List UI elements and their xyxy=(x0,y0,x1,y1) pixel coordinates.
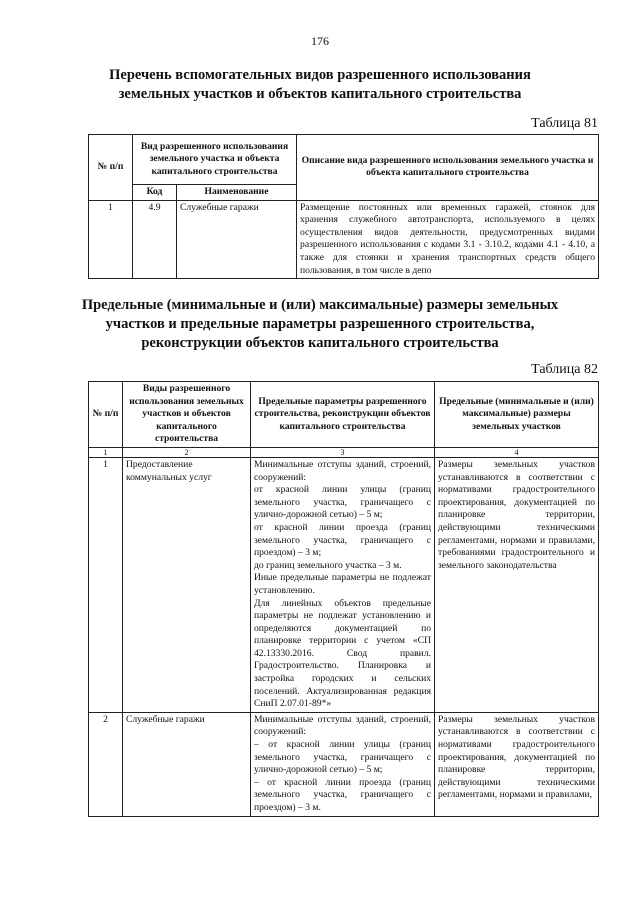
t81-header-name: Наименование xyxy=(177,185,297,201)
t82-colnum-4: 4 xyxy=(435,447,599,457)
t82-row1-params: Минимальные отступы зданий, строений, сооружений: от красной линии улицы (границ земельного участка, граничащего с улично-дорожной сетью) – 5 м; от красной линии проезда (границ земельного участка, граничащего с проездом) – 3 м; до границ земельного участка – 3 м. Иные предельные параметры не подлежат установлению. Для линейных объектов предельные параметры не подлежат установлению и определяются документацией по планировке территории с учетом «СП 42.13330.2016. Свод правил. Градостроительство. Планировка и застройка городских и сельских поселений. Актуализированная редакция СниП 2.07.01-89*» xyxy=(251,457,435,712)
t82-colnum-1: 1 xyxy=(89,447,123,457)
t81-row-desc: Размещение постоянных или временных гаражей, стоянок для хранения служебного автотранспорта, используемого в целях осуществления видов деятельности, предусмотренных видами разрешенного использования с кодами 3.1 - 3.10.2, кодами 4.1 - 4.10, а также для стоянки и хранения транспортных средств общего пользования, в том числе в депо xyxy=(297,200,599,279)
t81-header-desc: Описание вида разрешенного использования земельного участка и объекта капитального строительства xyxy=(297,135,599,201)
t82-header-params: Предельные параметры разрешенного строительства, реконструкции объектов капитального строительства xyxy=(251,382,435,448)
t82-header-num: № п/п xyxy=(89,382,123,448)
heading-limit-params: Предельные (минимальные и (или) максимальные) размеры земельных участков и предельные параметры разрешенного строительства, реконструкции объектов капитального строительства xyxy=(81,297,559,351)
t81-header-code: Код xyxy=(133,185,177,201)
t82-row2-params: Минимальные отступы зданий, строений, сооружений: – от красной линии улицы (границ земельного участка, граничащего с улично-дорожной сетью) – 5 м; – от красной линии проезда (границ земельного участка, граничащего с проездом) – 3 м. xyxy=(251,712,435,816)
table81-caption: Таблица 81 xyxy=(531,116,598,131)
t81-row-code: 4.9 xyxy=(133,200,177,279)
t82-row1-kind: Предоставление коммунальных услуг xyxy=(123,457,251,712)
table-row xyxy=(89,200,599,279)
t82-row2-kind: Служебные гаражи xyxy=(123,712,251,816)
t82-header-sizes: Предельные (минимальные и (или) максимальные) размеры земельных участков xyxy=(435,382,599,448)
t82-colnum-3: 3 xyxy=(251,447,435,457)
page-number: 176 xyxy=(311,34,329,48)
table82-caption: Таблица 82 xyxy=(531,362,598,377)
table-81 xyxy=(88,134,599,279)
t82-colnum-2: 2 xyxy=(123,447,251,457)
t81-row-name: Служебные гаражи xyxy=(177,200,297,279)
t82-row2-sizes: Размеры земельных участков устанавливаются в соответствии с нормативами градостроительного проектирования, документацией по планировке территории, действующими техническими регламентами, нормами и правилами, xyxy=(435,712,599,816)
table-row xyxy=(89,712,599,816)
t81-row-num: 1 xyxy=(89,200,133,279)
t82-row1-sizes: Размеры земельных участков устанавливаются в соответствии с нормативами градостроительного проектирования, документацией по планировке территории, действующими техническими регламентами, нормами и правилами, требованиями градостроительного и земельного законодательства xyxy=(435,457,599,712)
t82-header-kind: Виды разрешенного использования земельных участков и объектов капитального строительства xyxy=(123,382,251,448)
t81-header-kind: Вид разрешенного использования земельного участка и объекта капитального строительства xyxy=(133,135,297,185)
table-row xyxy=(89,457,599,712)
t82-row2-num: 2 xyxy=(89,712,123,816)
table-82 xyxy=(88,381,599,817)
heading-auxiliary-uses: Перечень вспомогательных видов разрешенного использования земельных участков и объектов капитального строительства xyxy=(109,67,531,102)
t82-row1-num: 1 xyxy=(89,457,123,712)
t81-header-num: № п/п xyxy=(89,135,133,201)
